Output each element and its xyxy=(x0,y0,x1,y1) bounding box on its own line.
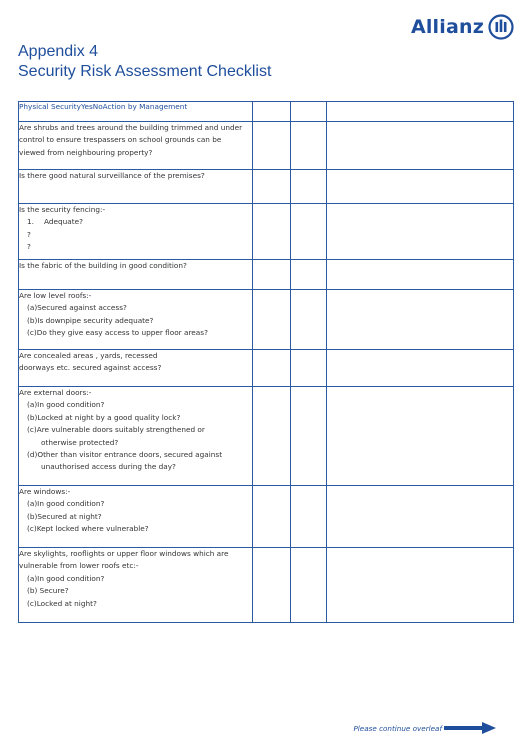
question-subitem: ? xyxy=(27,229,31,239)
checklist-row xyxy=(19,486,514,548)
question-subitem: (c)Locked at night? xyxy=(27,598,97,608)
title-checklist: Security Risk Assessment Checklist xyxy=(18,63,272,80)
question-text: vulnerable from lower roofs etc:- xyxy=(19,561,139,571)
checklist-row xyxy=(19,204,514,260)
yes-cell[interactable] xyxy=(253,387,291,486)
yes-cell[interactable] xyxy=(253,170,291,204)
action-cell[interactable] xyxy=(327,548,514,623)
arrow-right-icon xyxy=(444,722,496,734)
checklist-row xyxy=(19,387,514,486)
question-text: Are skylights, rooflights or upper floor windows which are xyxy=(19,549,229,558)
yes-cell[interactable] xyxy=(253,122,291,170)
question-cell xyxy=(19,350,253,387)
question-subitem: (b)Secured at night? xyxy=(27,511,102,521)
no-cell[interactable] xyxy=(291,260,327,290)
question-subitem: (b)Locked at night by a good quality lock? xyxy=(27,412,181,422)
question-subitem: (a)In good condition? xyxy=(27,400,105,410)
question-cell xyxy=(19,548,253,623)
allianz-logo xyxy=(411,14,514,40)
question-cell xyxy=(19,486,253,548)
question-text: doorways etc. secured against access? xyxy=(19,363,162,373)
question-text: Are shrubs and trees around the building trimmed and under xyxy=(19,123,243,132)
action-cell[interactable] xyxy=(327,122,514,170)
question-text: Are external doors:- xyxy=(19,388,92,397)
question-subitem: (b) Secure? xyxy=(27,586,69,596)
table-header-row xyxy=(19,102,514,122)
document-title xyxy=(18,42,271,82)
checklist-row xyxy=(19,170,514,204)
action-header-cell xyxy=(327,102,514,122)
checklist-table xyxy=(18,101,514,623)
checklist-row xyxy=(19,122,514,170)
logo-wordmark: Allianz xyxy=(410,16,484,38)
yes-cell[interactable] xyxy=(253,260,291,290)
question-text: Are windows:- xyxy=(19,487,71,496)
question-text: Are low level roofs:- xyxy=(19,291,92,300)
no-cell[interactable] xyxy=(291,548,327,623)
question-cell xyxy=(19,204,253,260)
no-header-cell xyxy=(291,102,327,122)
checklist-row xyxy=(19,548,514,623)
question-numbered-line xyxy=(19,216,252,228)
yes-cell[interactable] xyxy=(253,548,291,623)
no-cell[interactable] xyxy=(291,290,327,350)
question-cell xyxy=(19,260,253,290)
yes-header-cell xyxy=(253,102,291,122)
no-cell[interactable] xyxy=(291,170,327,204)
question-cell xyxy=(19,170,253,204)
action-cell[interactable] xyxy=(327,350,514,387)
page-footer xyxy=(353,722,496,734)
no-cell[interactable] xyxy=(291,387,327,486)
question-text: Is the security fencing:- xyxy=(19,205,106,214)
question-subitem: ? xyxy=(27,242,31,252)
checklist-row xyxy=(19,260,514,290)
question-subitem: otherwise protected? xyxy=(41,437,119,447)
question-subitem: (c)Are vulnerable doors suitably strengthened or xyxy=(27,425,205,435)
question-subitem: (a)Secured against access? xyxy=(27,303,127,313)
question-subitem: (a)In good condition? xyxy=(27,499,105,509)
question-cell xyxy=(19,387,253,486)
allianz-eagle-icon xyxy=(488,14,514,40)
question-text: control to ensure trespassers on school grounds can be xyxy=(19,135,222,145)
question-subitem: (d)Other than visitor entrance doors, secured against xyxy=(27,450,223,460)
question-cell xyxy=(19,290,253,350)
yes-cell[interactable] xyxy=(253,204,291,260)
no-cell[interactable] xyxy=(291,122,327,170)
question-text: Is there good natural surveillance of the premises? xyxy=(19,171,205,180)
checklist-row xyxy=(19,290,514,350)
action-cell[interactable] xyxy=(327,486,514,548)
action-cell[interactable] xyxy=(327,170,514,204)
title-appendix: Appendix 4 xyxy=(18,43,99,60)
continue-overleaf-text: Please continue overleaf xyxy=(353,723,442,733)
item-text: Adequate? xyxy=(44,217,83,227)
no-cell[interactable] xyxy=(291,204,327,260)
action-cell[interactable] xyxy=(327,387,514,486)
question-subitem: (a)In good condition? xyxy=(27,573,105,583)
question-subitem: (b)Is downpipe security adequate? xyxy=(27,315,154,325)
checklist-body xyxy=(19,122,514,623)
no-cell[interactable] xyxy=(291,486,327,548)
yes-cell[interactable] xyxy=(253,290,291,350)
question-subitem: unauthorised access during the day? xyxy=(41,462,176,472)
question-subitem: (c)Do they give easy access to upper floor areas? xyxy=(27,328,208,338)
question-cell xyxy=(19,122,253,170)
checklist-row xyxy=(19,350,514,387)
action-cell[interactable] xyxy=(327,260,514,290)
no-cell[interactable] xyxy=(291,350,327,387)
yes-cell[interactable] xyxy=(253,350,291,387)
question-subitem: (c)Kept locked where vulnerable? xyxy=(27,524,149,534)
action-cell[interactable] xyxy=(327,290,514,350)
item-number: 1. xyxy=(27,217,34,227)
yes-cell[interactable] xyxy=(253,486,291,548)
action-cell[interactable] xyxy=(327,204,514,260)
question-text: viewed from neighbouring property? xyxy=(19,147,153,157)
table-header-label: Physical SecurityYesNoAction by Management xyxy=(19,102,253,122)
question-text: Is the fabric of the building in good condition? xyxy=(19,261,187,270)
question-text: Are concealed areas , yards, recessed xyxy=(19,351,158,360)
